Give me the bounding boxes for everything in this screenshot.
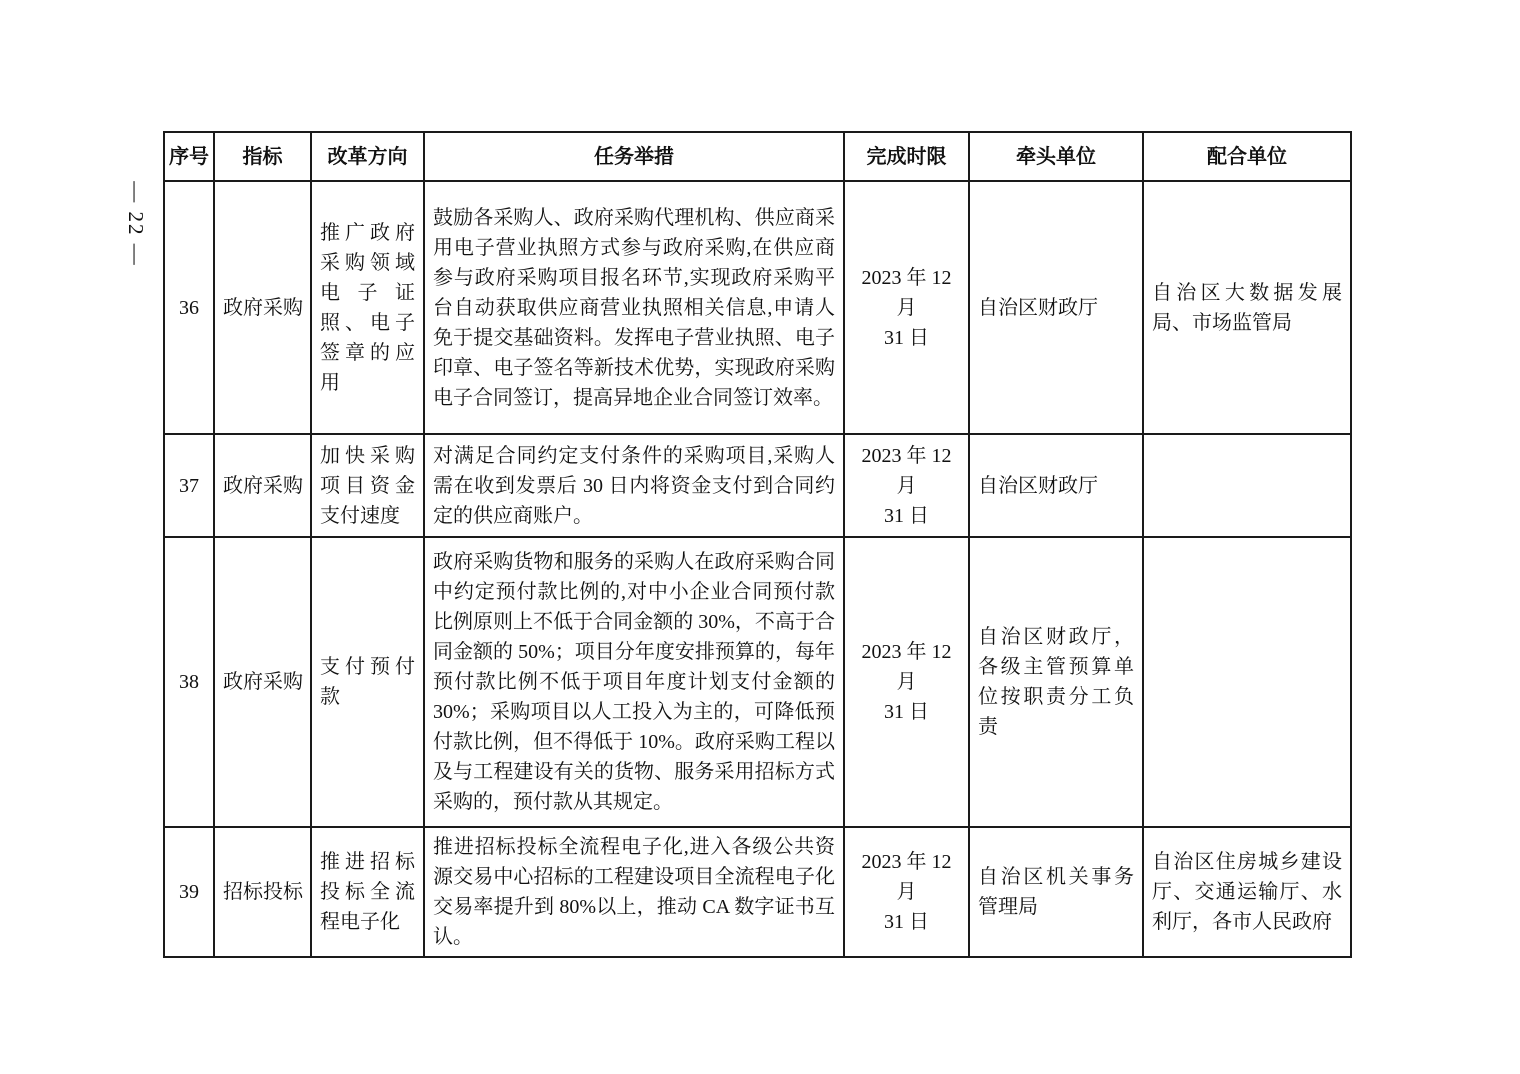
cell-seq: 36: [164, 181, 214, 434]
cell-indicator: 政府采购: [214, 181, 311, 434]
cell-direction: 加快采购项目资金支付速度: [311, 434, 424, 537]
cell-seq: 37: [164, 434, 214, 537]
cell-seq: 39: [164, 827, 214, 957]
cell-task: 鼓励各采购人、政府采购代理机构、供应商采用电子营业执照方式参与政府采购,在供应商参与政府采购项目报名环节,实现政府采购平台自动获取供应商营业执照相关信息,申请人免于提交基础资料。发挥电子营业执照、电子印章、电子签名等新技术优势，实现政府采购电子合同签订，提高异地企业合同签订效率。: [424, 181, 844, 434]
deadline-line-2: 31 日: [884, 504, 929, 527]
table-header-row: [164, 132, 1351, 181]
cell-lead-unit: 自治区财政厅，各级主管预算单位按职责分工负责: [969, 537, 1143, 827]
header-task: 任务举措: [424, 132, 844, 181]
cell-lead-unit: 自治区财政厅: [969, 434, 1143, 537]
cell-lead-unit: 自治区机关事务管理局: [969, 827, 1143, 957]
header-deadline: 完成时限: [844, 132, 969, 181]
header-direction: 改革方向: [311, 132, 424, 181]
cell-direction: 支付预付款: [311, 537, 424, 827]
cell-indicator: 政府采购: [214, 537, 311, 827]
table-row: [164, 434, 1351, 537]
cell-support-unit: [1143, 434, 1351, 537]
header-lead-unit: 牵头单位: [969, 132, 1143, 181]
header-seq: 序号: [164, 132, 214, 181]
deadline-line-2: 31 日: [884, 326, 929, 349]
cell-deadline: [844, 537, 969, 827]
deadline-line-1: 2023 年 12 月: [861, 444, 952, 497]
cell-deadline: [844, 827, 969, 957]
table-row: [164, 537, 1351, 827]
cell-indicator: 政府采购: [214, 434, 311, 537]
cell-task: 对满足合同约定支付条件的采购项目,采购人需在收到发票后 30 日内将资金支付到合同约定的供应商账户。: [424, 434, 844, 537]
header-support-unit: 配合单位: [1143, 132, 1351, 181]
cell-task: 推进招标投标全流程电子化,进入各级公共资源交易中心招标的工程建设项目全流程电子化交易率提升到 80%以上，推动 CA 数字证书互认。: [424, 827, 844, 957]
table-row: [164, 827, 1351, 957]
cell-direction: 推进招标投标全流程电子化: [311, 827, 424, 957]
deadline-line-2: 31 日: [884, 911, 929, 933]
cell-support-unit: [1143, 537, 1351, 827]
deadline-line-1: 2023 年 12 月: [861, 641, 952, 693]
page-number: — 22 —: [124, 181, 148, 267]
deadline-line-1: 2023 年 12 月: [861, 851, 952, 903]
deadline-line-2: 31 日: [884, 701, 929, 723]
cell-deadline: [844, 434, 969, 537]
cell-lead-unit: 自治区财政厅: [969, 181, 1143, 434]
cell-seq: 38: [164, 537, 214, 827]
cell-deadline: [844, 181, 969, 434]
cell-support-unit: 自治区住房城乡建设厅、交通运输厅、水利厅，各市人民政府: [1143, 827, 1351, 957]
deadline-line-1: 2023 年 12 月: [861, 266, 952, 319]
cell-support-unit: 自治区大数据发展局、市场监管局: [1143, 181, 1351, 434]
cell-direction: 推广政府采购领域电子证照、电子签章的应用: [311, 181, 424, 434]
cell-indicator: 招标投标: [214, 827, 311, 957]
reform-task-table: [163, 131, 1352, 958]
cell-task: 政府采购货物和服务的采购人在政府采购合同中约定预付款比例的,对中小企业合同预付款比例原则上不低于合同金额的 30%，不高于合同金额的 50%；项目分年度安排预算的，每年预付款比例不低于项目年度计划支付金额的 30%；采购项目以人工投入为主的，可降低预付款比例，但不得低于 10%。政府采购工程以及与工程建设有关的货物、服务采用招标方式采购的，预付款从其规定。: [424, 537, 844, 827]
table-row: [164, 181, 1351, 434]
header-indicator: 指标: [214, 132, 311, 181]
